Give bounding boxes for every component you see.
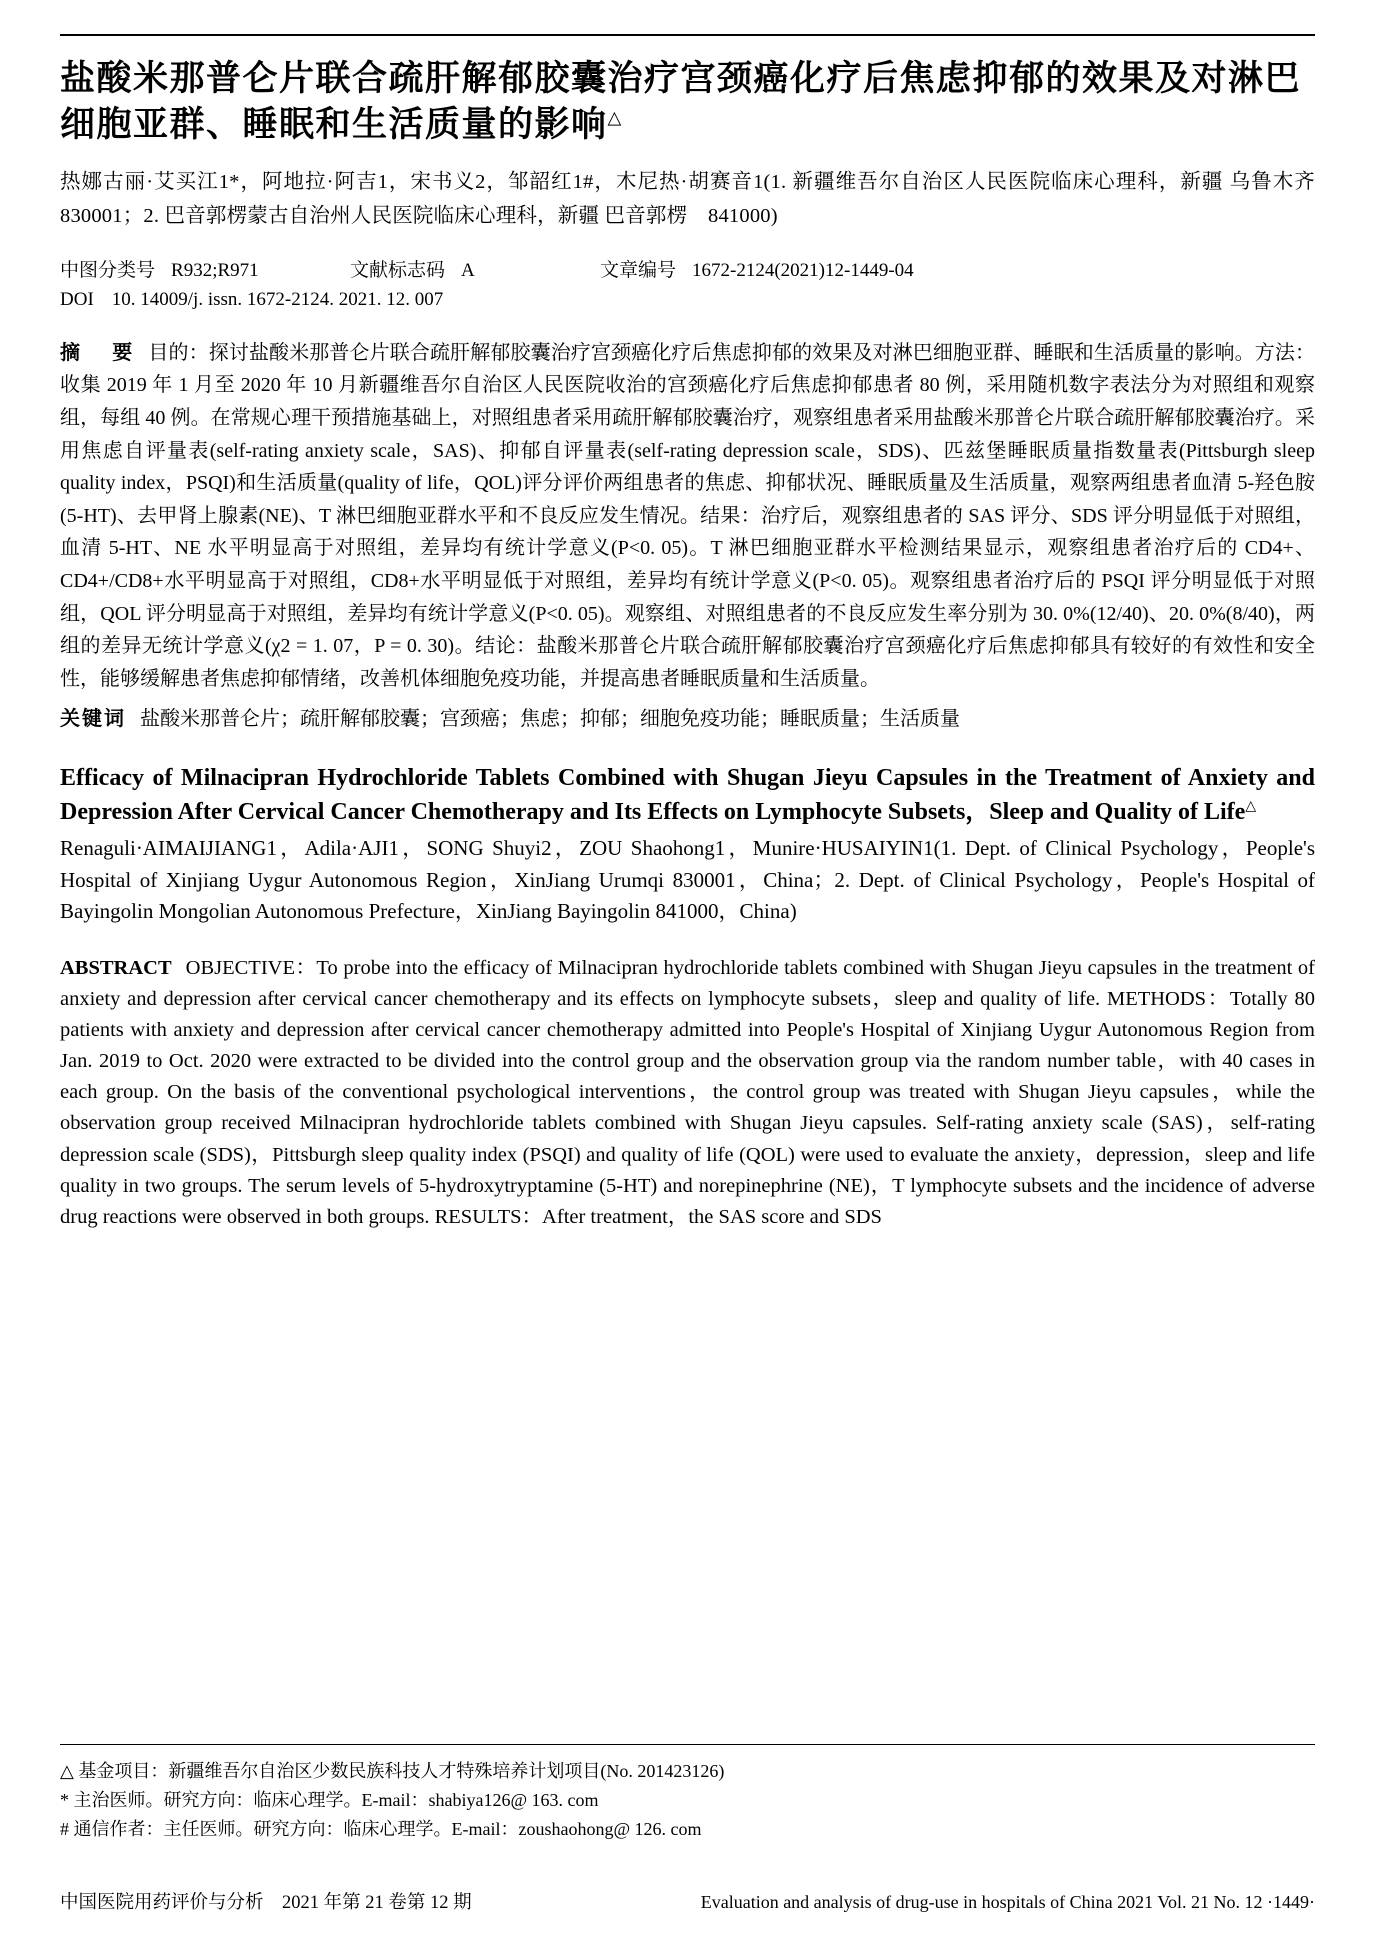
keywords-zh-text: 盐酸米那普仑片；疏肝解郁胶囊；宫颈癌；焦虑；抑郁；细胞免疫功能；睡眠质量；生活质量 [140, 708, 960, 731]
footnote-corresponding-author: # 通信作者：主任医师。研究方向：临床心理学。E-mail：zoushaohong@ 126. com [60, 1818, 702, 1839]
footnotes [60, 1744, 1315, 1844]
cn-classification-value: R932;R971 [171, 259, 259, 281]
footer-journal-en: Evaluation and analysis of drug-use in hospitals of China 2021 Vol. 21 No. 12 ·1449· [700, 1892, 1315, 1912]
document-code [350, 255, 600, 282]
classification-line [60, 255, 1315, 282]
abstract-en-text: OBJECTIVE：To probe into the efficacy of Milnacipran hydrochloride tablets combined with Shugan Jieyu capsules in the treatment of anxiety and depression after cervical cancer chemotherapy and its effects on lymphocyte subsets，sleep and quality of life. METHODS：Totally 80 patients with anxiety and depression after cervical cancer chemotherapy admitted into People's Hospital of Xinjiang Uygur Autonomous Region from Jan. 2019 to Oct. 2020 were extracted to be divided into the control group and the observation group via the random number table，with 40 cases in each group. On the basis of the conventional psychological interventions，the control group was treated with Shugan Jieyu capsules，while the observation group received Milnacipran hydrochloride tablets combined with Shugan Jieyu capsules. Self-rating anxiety scale (SAS)，self-rating depression scale (SDS)，Pittsburgh sleep quality index (PSQI) and quality of life (QOL) were used to evaluate the anxiety，depression，sleep and life quality in two groups. The serum levels of 5-hydroxytryptamine (5-HT) and norepinephrine (NE)，T lymphocyte subsets and the incidence of adverse drug reactions were observed in both groups. RESULTS：After treatment，the SAS score and SDS [60, 956, 1315, 1228]
article-number-label: 文章编号 [600, 259, 677, 281]
abstract-zh-label: 摘 要 [60, 341, 139, 364]
title-zh-text: 盐酸米那普仑片联合疏肝解郁胶囊治疗宫颈癌化疗后焦虑抑郁的效果及对淋巴细胞亚群、睡眠和生活质量的影响 [60, 59, 1302, 146]
authors-zh: 热娜古丽·艾买江1*，阿地拉·阿吉1，宋书义2，邹韶红1#，木尼热·胡赛音1(1. 新疆维吾尔自治区人民医院临床心理科，新疆 乌鲁木齐 830001；2. 巴音郭楞蒙古自治州人民医院临床心理科，新疆 巴音郭楞 841000) [60, 171, 1336, 227]
page-title [60, 56, 1315, 148]
footnote-first-author: * 主治医师。研究方向：临床心理学。E-mail：shabiya126@ 163. com [60, 1789, 599, 1810]
footer-journal-zh: 中国医院用药评价与分析 2021 年第 21 卷第 12 期 [60, 1893, 472, 1913]
title-en [60, 761, 1315, 829]
document-code-value: A [461, 259, 475, 281]
cn-classification-label: 中图分类号 [60, 259, 156, 281]
abstract-en [60, 953, 1315, 1233]
footnote-funding: △ 基金项目：新疆维吾尔自治区少数民族科技人才特殊培养计划项目(No. 201423126) [60, 1760, 725, 1781]
article-number-value: 1672-2124(2021)12-1449-04 [692, 259, 914, 281]
abstract-zh [60, 337, 1315, 696]
keywords-zh [60, 703, 1315, 735]
article-number [600, 255, 914, 282]
keywords-zh-label: 关键词 [60, 708, 126, 731]
top-rule [60, 34, 1315, 36]
doi-label: DOI [60, 288, 94, 310]
abstract-en-label: ABSTRACT [60, 956, 172, 979]
document-code-label: 文献标志码 [350, 259, 446, 281]
cn-classification [60, 255, 350, 282]
title-en-marker: △ [1245, 799, 1257, 815]
doi-value: 10. 14009/j. issn. 1672-2124. 2021. 12. 007 [111, 288, 444, 310]
authors-en: Renaguli·AIMAIJIANG1，Adila·AJI1，SONG Shuyi2，ZOU Shaohong1，Munire·HUSAIYIN1(1. Dept. of Clinical Psychology，People's Hospital of Xinjiang Uygur Autonomous Region，XinJiang Urumqi 830001，China；2. Dept. of Clinical Psychology，People's Hospital of Bayingolin Mongolian Autonomous Prefecture，XinJiang Bayingolin 841000，China) [60, 836, 1315, 923]
title-en-text: Efficacy of Milnacipran Hydrochloride Tablets Combined with Shugan Jieyu Capsules in the Treatment of Anxiety and Depression After Cervical Cancer Chemotherapy and Its Effects on Lymphocyte Subsets，Sleep and Quality of Life [60, 765, 1315, 826]
title-zh-marker: △ [607, 107, 623, 129]
page-footer [60, 1888, 1315, 1914]
doi-line [60, 289, 1315, 311]
abstract-zh-text: 目的：探讨盐酸米那普仑片联合疏肝解郁胶囊治疗宫颈癌化疗后焦虑抑郁的效果及对淋巴细胞亚群、睡眠和生活质量的影响。方法：收集 2019 年 1 月至 2020 年 10 月新疆维吾尔自治区人民医院收治的宫颈癌化疗后焦虑抑郁患者 80 例，采用随机数字表法分为对照组和观察组，每组 40 例。在常规心理干预措施基础上，对照组患者采用疏肝解郁胶囊治疗，观察组患者采用盐酸米那普仑片联合疏肝解郁胶囊治疗。采用焦虑自评量表(self-rating anxiety scale，SAS)、抑郁自评量表(self-rating depression scale，SDS)、匹兹堡睡眠质量指数量表(Pittsburgh sleep quality index，PSQI)和生活质量(quality of life，QOL)评分评价两组患者的焦虑、抑郁状况、睡眠质量及生活质量，观察两组患者血清 5-羟色胺(5-HT)、去甲肾上腺素(NE)、T 淋巴细胞亚群水平和不良反应发生情况。结果：治疗后，观察组患者的 SAS 评分、SDS 评分明显低于对照组，血清 5-HT、NE 水平明显高于对照组，差异均有统计学意义(P<0. 05)。T 淋巴细胞亚群水平检测结果显示，观察组患者治疗后的 CD4+、CD4+/CD8+水平明显高于对照组，CD8+水平明显低于对照组，差异均有统计学意义(P<0. 05)。观察组患者治疗后的 PSQI 评分明显低于对照组，QOL 评分明显高于对照组，差异均有统计学意义(P<0. 05)。观察组、对照组患者的不良反应发生率分别为 30. 0%(12/40)、20. 0%(8/40)，两组的差异无统计学意义(χ2 = 1. 07，P = 0. 30)。结论：盐酸米那普仑片联合疏肝解郁胶囊治疗宫颈癌化疗后焦虑抑郁具有较好的有效性和安全性，能够缓解患者焦虑抑郁情绪，改善机体细胞免疫功能，并提高患者睡眠质量和生活质量。 [60, 341, 1316, 690]
